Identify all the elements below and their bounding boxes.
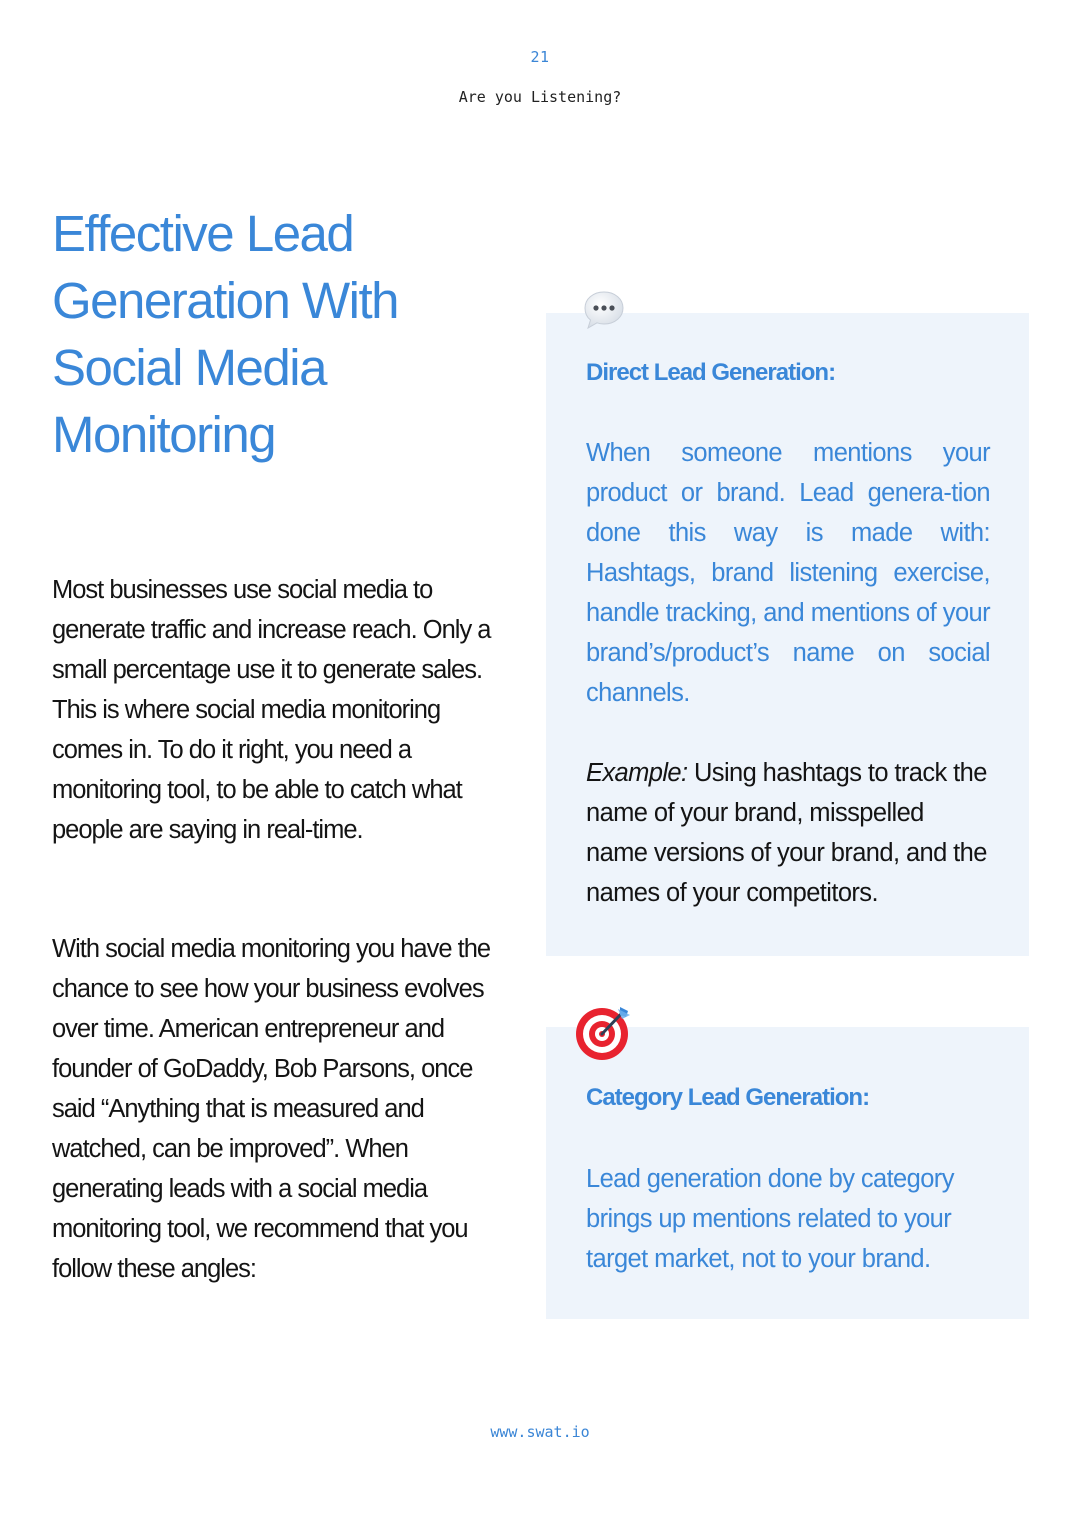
direct-lead-heading: Direct Lead Generation: bbox=[586, 359, 836, 386]
monitoring-paragraph: With social media monitoring you have the chance to see how your business evolves over time. American entrepreneur and founder of GoDaddy, Bob Parsons, once said “Anything that is measured and watched, can be improved”. When generating leads with a social media monitoring tool, we recommend that you follow these angles: bbox=[52, 935, 491, 1283]
category-lead-heading: Category Lead Generation: bbox=[586, 1084, 870, 1111]
category-lead-description: Lead generation done by category brings up mentions related to your target market, not to your brand. bbox=[586, 1165, 954, 1273]
footer-url[interactable]: www.swat.io bbox=[490, 1423, 590, 1441]
page-title: Effective Lead Generation With Social Media Monitoring bbox=[52, 205, 399, 463]
page-number: 21 bbox=[530, 48, 550, 66]
running-header: Are you Listening? bbox=[458, 88, 622, 106]
speech-bubble-icon bbox=[582, 289, 626, 333]
intro-paragraph: Most businesses use social media to generate traffic and increase reach. Only a small percentage use it to generate sales. This is where social media monitoring comes in. To do it right, you need a monitoring tool, to be able to catch what people are saying in real-time. bbox=[52, 576, 491, 844]
direct-lead-card bbox=[546, 313, 1029, 956]
category-lead-card bbox=[546, 1027, 1029, 1319]
target-dart-icon bbox=[574, 1003, 634, 1061]
example-text: Using hashtags to track the name of your brand, misspelled name versions of your brand, and the names of your competitors. bbox=[586, 759, 987, 907]
direct-lead-example bbox=[586, 753, 990, 913]
direct-lead-description: When someone mentions your product or brand. Lead genera-tion done this way is made with: Hashtags, brand listening exercise, handle tracking, and mentions of your brand’s/product’s name on social channels. bbox=[586, 439, 990, 707]
example-label: Example: bbox=[586, 759, 688, 787]
